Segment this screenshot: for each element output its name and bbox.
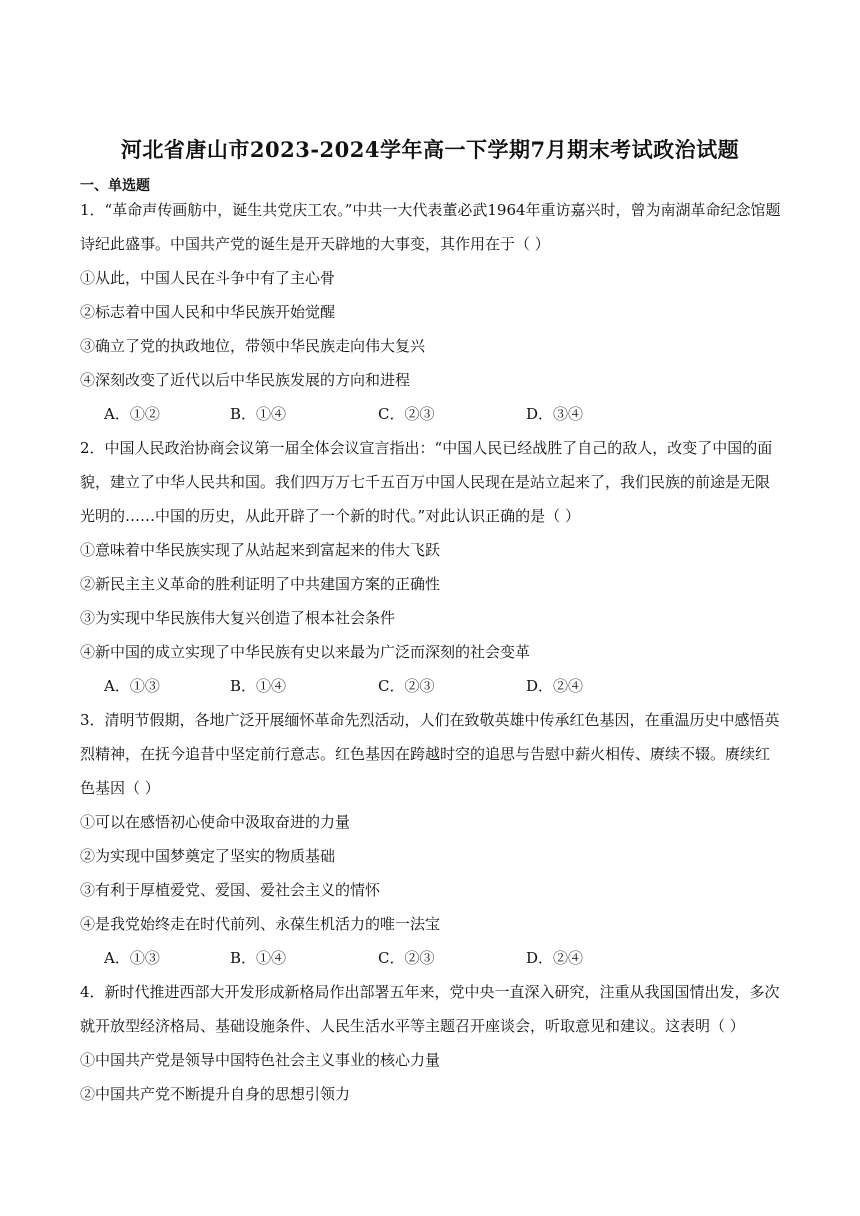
q2-item-4: ④新中国的成立实现了中华民族有史以来最为广泛而深刻的社会变革: [80, 643, 531, 661]
q1-item-2: ②标志着中国人民和中华民族开始觉醒: [80, 303, 336, 321]
q2-option-b[interactable]: B．①④: [230, 677, 287, 695]
q3-item-1: ①可以在感悟初心使命中汲取奋进的力量: [80, 813, 351, 831]
q2-option-a[interactable]: A．①③: [104, 677, 160, 695]
q2-item-3: ③为实现中华民族伟大复兴创造了根本社会条件: [80, 609, 396, 627]
q3-option-d[interactable]: D．②④: [526, 949, 584, 967]
q2-stem-line-2: 貌，建立了中华人民共和国。我们四万万七千五百万中国人民现在是站立起来了，我们民族的前途是无限: [80, 473, 771, 491]
q3-item-3: ③有利于厚植爱党、爱国、爱社会主义的情怀: [80, 881, 381, 899]
q1-option-d[interactable]: D．③④: [526, 405, 584, 423]
q2-stem-line-3: 光明的……中国的历史，从此开辟了一个新的时代。”对此认识正确的是（ ）: [80, 507, 580, 525]
q4-stem-line-2: 就开放型经济格局、基础设施条件、人民生活水平等主题召开座谈会，听取意见和建议。这表明（ ）: [80, 1017, 745, 1035]
q2-option-d[interactable]: D．②④: [526, 677, 584, 695]
q1-stem-line-2: 诗纪此盛事。中国共产党的诞生是开天辟地的大事变，其作用在于（ ）: [80, 235, 550, 253]
q3-item-2: ②为实现中国梦奠定了坚实的物质基础: [80, 847, 336, 865]
q1-item-3: ③确立了党的执政地位，带领中华民族走向伟大复兴: [80, 337, 426, 355]
q1-stem-line-1: 1．“革命声传画舫中，诞生共党庆工农。”中共一大代表董必武1964年重访嘉兴时，曾为南湖革命纪念馆题: [80, 201, 781, 219]
q2-stem-line-1: 2．中国人民政治协商会议第一届全体会议宣言指出：“中国人民已经战胜了自己的敌人，改变了中国的面: [80, 439, 773, 457]
q2-item-1: ①意味着中华民族实现了从站起来到富起来的伟大飞跃: [80, 541, 441, 559]
q4-item-2: ②中国共产党不断提升自身的思想引领力: [80, 1085, 351, 1103]
section-heading: 一、单选题: [80, 178, 150, 194]
q1-option-a[interactable]: A．①②: [104, 405, 160, 423]
q1-option-b[interactable]: B．①④: [230, 405, 287, 423]
q4-item-1: ①中国共产党是领导中国特色社会主义事业的核心力量: [80, 1051, 441, 1069]
q1-option-c[interactable]: C．②③: [378, 405, 435, 423]
q2-item-2: ②新民主主义革命的胜利证明了中共建国方案的正确性: [80, 575, 441, 593]
q3-stem-line-1: 3．清明节假期，各地广泛开展缅怀革命先烈活动，人们在致敬英雄中传承红色基因，在重温历史中感悟英: [80, 711, 780, 729]
q3-option-b[interactable]: B．①④: [230, 949, 287, 967]
q4-stem-line-1: 4．新时代推进西部大开发形成新格局作出部署五年来，党中央一直深入研究，注重从我国国情出发，多次: [80, 983, 780, 1001]
page-title: 河北省唐山市2023-2024学年高一下学期7月期末考试政治试题: [120, 137, 740, 162]
q3-stem-line-3: 色基因（ ）: [80, 779, 160, 797]
q1-item-4: ④深刻改变了近代以后中华民族发展的方向和进程: [80, 371, 411, 389]
q2-option-c[interactable]: C．②③: [378, 677, 435, 695]
q3-option-c[interactable]: C．②③: [378, 949, 435, 967]
q3-stem-line-2: 烈精神，在抚今追昔中坚定前行意志。红色基因在跨越时空的追思与告慰中薪火相传、赓续不辍。赓续红: [80, 745, 771, 763]
q3-option-a[interactable]: A．①③: [104, 949, 160, 967]
q3-item-4: ④是我党始终走在时代前列、永葆生机活力的唯一法宝: [80, 915, 441, 933]
q1-item-1: ①从此，中国人民在斗争中有了主心骨: [80, 269, 336, 287]
